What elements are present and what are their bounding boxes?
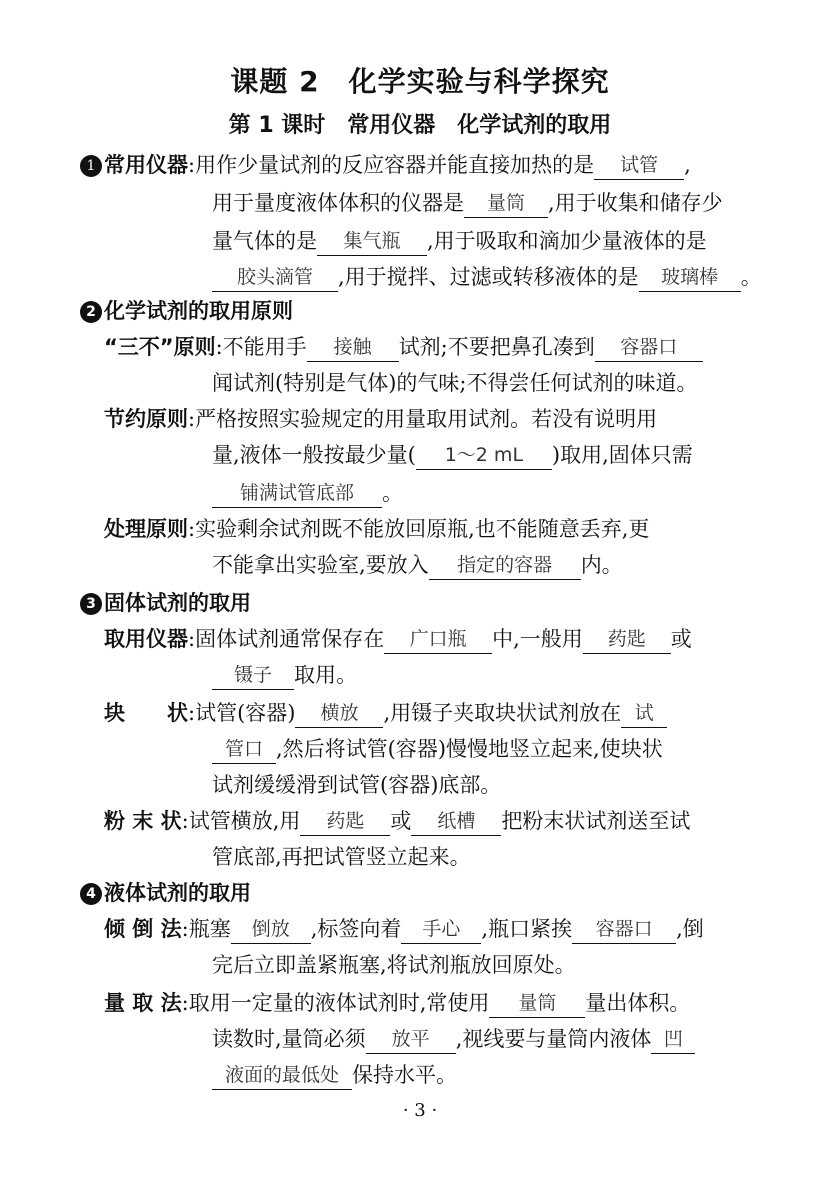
- heading-text: 化学试剂的取用原则: [104, 299, 293, 323]
- answer-blank: 试管: [594, 151, 684, 180]
- page-title: 课题 2 化学实验与科学探究: [230, 65, 610, 98]
- text: 闻试剂(特别是气体)的气味;不得尝任何试剂的味道。: [212, 371, 698, 395]
- s3-p2-line-2: [212, 734, 663, 764]
- text: 把粉末状试剂送至试: [501, 809, 691, 833]
- answer-blank: 量筒: [464, 189, 548, 218]
- answer-blank: 集气瓶: [317, 227, 427, 256]
- heading-text: 液体试剂的取用: [104, 881, 251, 905]
- text: 保持水平。: [352, 1063, 457, 1087]
- rule-label: 处理原则: [104, 517, 188, 541]
- text: 用于量度液体体积的仪器是: [212, 191, 464, 215]
- answer-blank: 倒放: [231, 915, 311, 944]
- answer-blank: 胶头滴管: [212, 263, 338, 292]
- text: :实验剩余试剂既不能放回原瓶,也不能随意丢弃,更: [188, 517, 650, 541]
- page-number: · 3 ·: [402, 1100, 438, 1121]
- answer-blank: 液面的最低处: [212, 1061, 352, 1090]
- text: ,用于收集和储存少: [548, 191, 723, 215]
- text: :严格按照实验规定的用量取用试剂。若没有说明用: [188, 407, 658, 431]
- s3-p1-line-1: [104, 624, 692, 654]
- text: ,用于吸取和滴加少量液体的是: [427, 229, 707, 253]
- answer-blank: 量筒: [489, 989, 585, 1018]
- s3-p2-line-3: [212, 770, 501, 800]
- section-number-2: 2: [80, 301, 102, 323]
- text: 量出体积。: [585, 991, 691, 1015]
- text: ,用镊子夹取块状试剂放在: [383, 701, 622, 725]
- rule-label: “三不”原则: [104, 335, 216, 359]
- s2-p3-line-2: [212, 550, 623, 580]
- answer-blank: 放平: [366, 1025, 456, 1054]
- text: ,瓶口紧挨: [481, 917, 573, 941]
- text: 或: [390, 809, 412, 833]
- text: :取用一定量的液体试剂时,常使用: [181, 991, 490, 1015]
- s1-line-3: [212, 226, 707, 256]
- text: 试剂缓缓滑到试管(容器)底部。: [212, 773, 502, 797]
- rule-label: 块 状: [104, 701, 188, 725]
- rule-label: 取用仪器: [104, 627, 188, 651]
- s2-heading: [80, 296, 293, 326]
- s1-line-4: [212, 262, 762, 292]
- s3-p1-line-2: [212, 660, 357, 690]
- s3-p3-line-2: [212, 842, 471, 872]
- text: :不能用手: [215, 335, 307, 359]
- answer-blank: 玻璃棒: [639, 263, 741, 292]
- text: ,倒: [676, 917, 704, 941]
- s4-p1-line-2: [212, 950, 576, 980]
- text: 管底部,再把试管竖立起来。: [212, 845, 471, 869]
- text: 内。: [580, 553, 623, 577]
- section-number-3: 3: [80, 593, 102, 615]
- answer-blank: 试: [621, 699, 667, 728]
- answer-blank: 药匙: [300, 807, 390, 836]
- rule-label: 粉 末 状: [104, 809, 182, 833]
- answer-blank: 凹: [651, 1025, 695, 1054]
- text: 量,液体一般按最少量(: [212, 443, 416, 467]
- text: ,: [684, 153, 691, 177]
- answer-blank: 药匙: [583, 625, 671, 654]
- text: :瓶塞: [181, 917, 231, 941]
- text: 完后立即盖紧瓶塞,将试剂瓶放回原处。: [212, 953, 576, 977]
- answer-blank: 容器口: [572, 915, 676, 944]
- s4-heading: [80, 878, 251, 908]
- answer-blank: 指定的容器: [429, 551, 581, 580]
- s2-p2-line-3: [212, 478, 403, 508]
- s1-label: 常用仪器: [104, 153, 188, 177]
- text: 试剂;不要把鼻孔凑到: [398, 335, 595, 359]
- text: :试管(容器): [188, 701, 296, 725]
- text: 不能拿出实验室,要放入: [212, 553, 429, 577]
- s4-p2-line-2: [212, 1024, 695, 1054]
- text: 。: [382, 481, 403, 505]
- text: ,然后将试管(容器)慢慢地竖立起来,使块状: [276, 737, 663, 761]
- s4-p2-line-1: [104, 988, 690, 1018]
- s3-p3-line-1: [104, 806, 690, 836]
- s2-p1-line-2: [212, 368, 697, 398]
- text: ,视线要与量筒内液体: [455, 1027, 652, 1051]
- answer-blank: 纸槽: [411, 807, 501, 836]
- s2-p1-line-1: [104, 332, 703, 362]
- text: :试管横放,用: [181, 809, 301, 833]
- text: ,用于搅拌、过滤或转移液体的是: [338, 265, 639, 289]
- s3-heading: [80, 588, 251, 618]
- answer-blank: 镊子: [212, 661, 294, 690]
- s1-line-1: [80, 150, 691, 180]
- s3-p2-line-1: [104, 698, 667, 728]
- rule-label: 节约原则: [104, 407, 188, 431]
- section-number-4: 4: [80, 883, 102, 905]
- heading-text: 固体试剂的取用: [104, 591, 251, 615]
- text: 量气体的是: [212, 229, 317, 253]
- answer-blank: 横放: [295, 699, 383, 728]
- answer-blank: 容器口: [595, 333, 703, 362]
- text: 读数时,量筒必须: [212, 1027, 366, 1051]
- text: 。: [740, 265, 762, 289]
- s4-p2-line-3: [212, 1060, 457, 1090]
- section-number-1: 1: [80, 155, 102, 177]
- s2-p2-line-2: [212, 440, 693, 470]
- s4-p1-line-1: [104, 914, 704, 944]
- text: )取用,固体只需: [551, 443, 693, 467]
- s2-p3-line-1: [104, 514, 649, 544]
- text: 取用。: [294, 663, 357, 687]
- rule-label: 量 取 法: [104, 991, 182, 1015]
- page-subtitle: 第 1 课时 常用仪器 化学试剂的取用: [228, 113, 612, 138]
- text: 或: [670, 627, 692, 651]
- answer-blank: 手心: [401, 915, 481, 944]
- text: 中,一般用: [492, 627, 583, 651]
- answer-blank: 接触: [307, 333, 399, 362]
- text: ,标签向着: [310, 917, 402, 941]
- s1-line-2: [212, 188, 723, 218]
- answer-blank: 铺满试管底部: [212, 479, 382, 508]
- s2-p2-line-1: [104, 404, 657, 434]
- answer-blank: 1～2 mL: [416, 441, 552, 470]
- rule-label: 倾 倒 法: [104, 917, 182, 941]
- answer-blank: 管口: [212, 735, 276, 764]
- text: :用作少量试剂的反应容器并能直接加热的是: [188, 153, 595, 177]
- answer-blank: 广口瓶: [384, 625, 492, 654]
- text: :固体试剂通常保存在: [188, 627, 385, 651]
